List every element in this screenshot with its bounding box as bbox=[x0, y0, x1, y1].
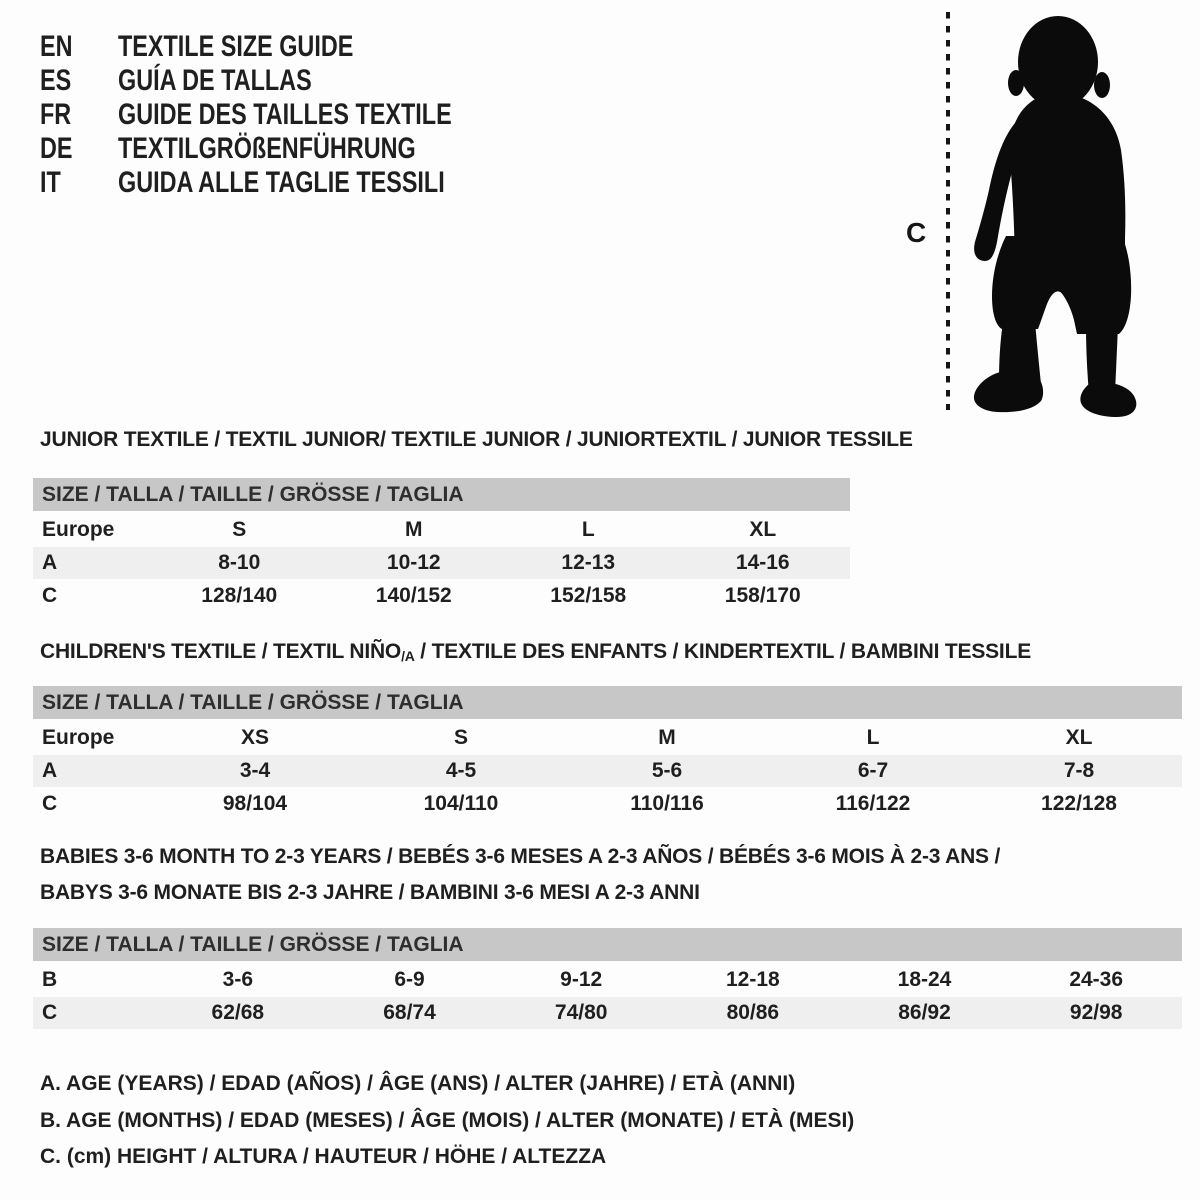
section-title-babies-line1: BABIES 3-6 MONTH TO 2-3 YEARS / BEBÉS 3-6 MESES A 2-3 AÑOS / BÉBÉS 3-6 MOIS À 2-3 ANS / bbox=[40, 845, 1001, 868]
value-cell: L bbox=[581, 518, 595, 541]
table-row-height bbox=[33, 580, 850, 612]
value-cell: 24-36 bbox=[1069, 968, 1124, 991]
language-code: FR bbox=[40, 98, 72, 131]
section-title-junior: JUNIOR TEXTILE / TEXTIL JUNIOR/ TEXTILE JUNIOR / JUNIORTEXTIL / JUNIOR TESSILE bbox=[40, 428, 913, 451]
language-title-list bbox=[40, 30, 546, 200]
value-cell: 128/140 bbox=[201, 584, 278, 607]
row-label: Europe bbox=[42, 518, 115, 541]
table-header: SIZE / TALLA / TAILLE / GRÖSSE / TAGLIA bbox=[33, 686, 1182, 719]
section-title-children bbox=[40, 640, 1031, 664]
value-cell: 5-6 bbox=[651, 759, 683, 782]
babies-size-table bbox=[33, 928, 1182, 1030]
table-row-height bbox=[33, 997, 1182, 1029]
table-row-age-years bbox=[33, 755, 1182, 787]
silhouette-shorts bbox=[992, 236, 1131, 334]
value-cell: M bbox=[658, 726, 676, 749]
silhouette-ear-left bbox=[1008, 70, 1024, 96]
language-title: GUIDE DES TAILLES TEXTILE bbox=[118, 98, 452, 131]
language-title: GUIDA ALLE TAGLIE TESSILI bbox=[118, 166, 445, 199]
value-cell: 122/128 bbox=[1041, 792, 1117, 815]
value-cell: 62/68 bbox=[211, 1001, 265, 1024]
baby-silhouette-icon bbox=[974, 16, 1136, 417]
value-cell: 4-5 bbox=[445, 759, 477, 782]
row-label: C bbox=[42, 1001, 58, 1024]
silhouette-head bbox=[1018, 16, 1098, 108]
value-cell: 152/158 bbox=[550, 584, 627, 607]
value-cell: XL bbox=[749, 518, 777, 541]
row-label: C bbox=[42, 584, 58, 607]
value-cell: S bbox=[453, 726, 468, 749]
row-label: C bbox=[42, 792, 58, 815]
section-title-babies-line2: BABYS 3-6 MONATE BIS 2-3 JAHRE / BAMBINI 3-6 MESI A 2-3 ANNI bbox=[40, 881, 700, 904]
value-cell: 158/170 bbox=[724, 584, 801, 607]
value-cell: 140/152 bbox=[375, 584, 452, 607]
language-row-es bbox=[40, 64, 546, 98]
language-title: TEXTILE SIZE GUIDE bbox=[118, 30, 354, 63]
silhouette-foot-left bbox=[974, 372, 1043, 412]
row-label: B bbox=[42, 968, 58, 991]
legend-line-a: A. AGE (YEARS) / EDAD (AÑOS) / ÂGE (ANS) / ALTER (JAHRE) / ETÀ (ANNI) bbox=[40, 1072, 796, 1095]
value-cell: 12-13 bbox=[561, 551, 616, 574]
table-row-europe bbox=[33, 722, 1182, 754]
section-title-text: CHILDREN'S TEXTILE / TEXTIL NIÑO bbox=[40, 640, 402, 663]
value-cell: 14-16 bbox=[735, 551, 790, 574]
value-cell: 12-18 bbox=[725, 968, 780, 991]
value-cell: 98/104 bbox=[222, 792, 288, 815]
language-code: ES bbox=[40, 64, 72, 97]
language-code: EN bbox=[40, 30, 73, 63]
junior-size-table bbox=[33, 478, 850, 613]
value-cell: 104/110 bbox=[423, 792, 499, 815]
silhouette-ear-right bbox=[1094, 72, 1110, 98]
table-header: SIZE / TALLA / TAILLE / GRÖSSE / TAGLIA bbox=[33, 928, 1182, 961]
table-row-height bbox=[33, 788, 1182, 820]
value-cell: 6-9 bbox=[394, 968, 425, 991]
row-label: Europe bbox=[42, 726, 115, 749]
table-row-age-months bbox=[33, 964, 1182, 996]
section-title-text: / TEXTILE DES ENFANTS / KINDERTEXTIL / BAMBINI TESSILE bbox=[414, 640, 1032, 663]
value-cell: XS bbox=[240, 726, 269, 749]
children-size-table bbox=[33, 686, 1182, 821]
table-row-europe bbox=[33, 514, 850, 546]
value-cell: 9-12 bbox=[560, 968, 603, 991]
language-code: IT bbox=[40, 166, 61, 199]
language-title: TEXTILGRÖßENFÜHRUNG bbox=[118, 132, 416, 165]
language-row-it bbox=[40, 166, 546, 200]
value-cell: 68/74 bbox=[383, 1001, 436, 1024]
value-cell: 3-4 bbox=[239, 759, 271, 782]
value-cell: S bbox=[232, 518, 247, 541]
language-title: GUÍA DE TALLAS bbox=[118, 64, 312, 97]
value-cell: 3-6 bbox=[222, 968, 254, 991]
value-cell: 80/86 bbox=[726, 1001, 780, 1024]
section-title-small-text: /A bbox=[401, 648, 415, 664]
value-cell: 92/98 bbox=[1069, 1001, 1123, 1024]
value-cell: L bbox=[866, 726, 880, 749]
table-row-age-years bbox=[33, 547, 850, 579]
value-cell: 7-8 bbox=[1063, 759, 1095, 782]
row-label: A bbox=[42, 551, 58, 574]
value-cell: 74/80 bbox=[554, 1001, 608, 1024]
silhouette-leg-right bbox=[1086, 326, 1118, 393]
value-cell: M bbox=[405, 518, 423, 541]
value-cell: XL bbox=[1065, 726, 1093, 749]
value-cell: 6-7 bbox=[857, 759, 889, 782]
value-cell: 116/122 bbox=[835, 792, 911, 815]
table-header: SIZE / TALLA / TAILLE / GRÖSSE / TAGLIA bbox=[33, 478, 850, 511]
row-label: A bbox=[42, 759, 58, 782]
language-code: DE bbox=[40, 132, 73, 165]
language-row-en bbox=[40, 30, 546, 64]
language-row-fr bbox=[40, 98, 546, 132]
baby-height-figure bbox=[890, 0, 1150, 420]
value-cell: 18-24 bbox=[897, 968, 952, 991]
legend-line-b: B. AGE (MONTHS) / EDAD (MESES) / ÂGE (MOIS) / ALTER (MONATE) / ETÀ (MESI) bbox=[40, 1109, 855, 1132]
legend-line-c: C. (cm) HEIGHT / ALTURA / HAUTEUR / HÖHE / ALTEZZA bbox=[40, 1145, 607, 1168]
language-row-de bbox=[40, 132, 546, 166]
value-cell: 8-10 bbox=[218, 551, 261, 574]
silhouette-foot-right bbox=[1080, 383, 1136, 417]
value-cell: 86/92 bbox=[898, 1001, 951, 1024]
value-cell: 10-12 bbox=[386, 551, 441, 574]
value-cell: 110/116 bbox=[630, 792, 704, 815]
height-measure-label: C bbox=[906, 217, 927, 248]
